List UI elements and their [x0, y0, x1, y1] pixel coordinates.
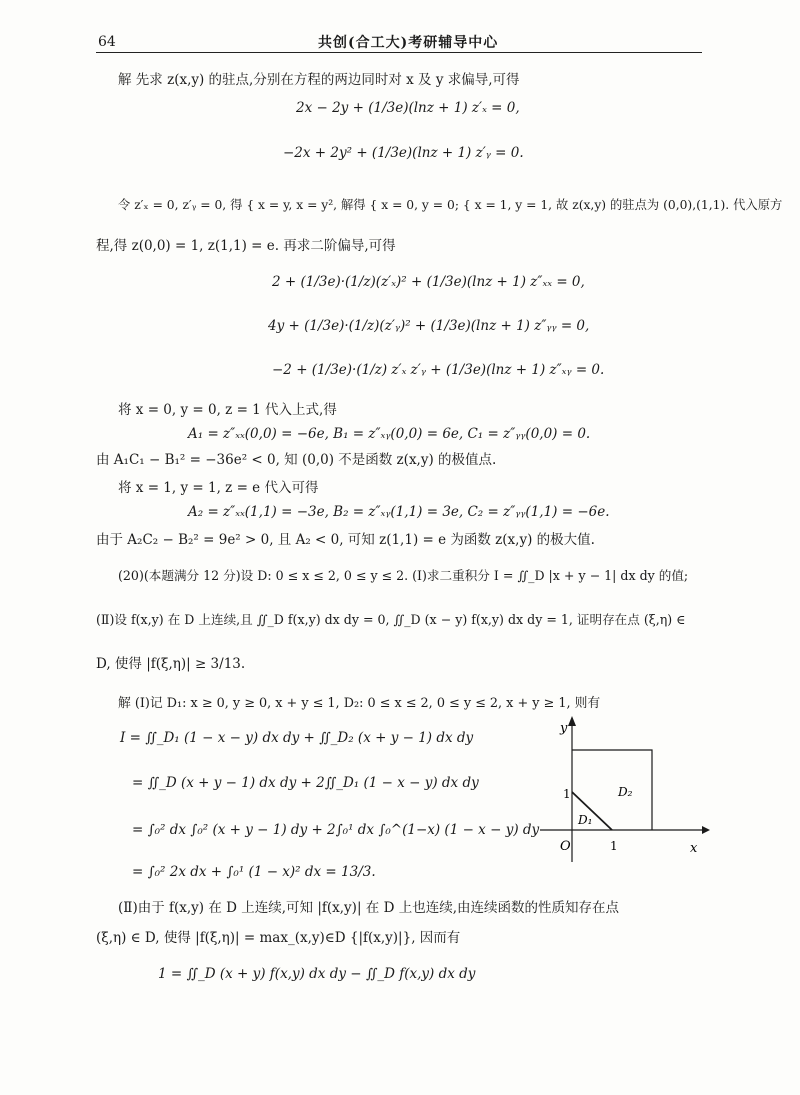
y-axis-label: y	[560, 721, 568, 736]
header-rule	[96, 52, 702, 53]
problem-20-statement: (20)(本题满分 12 分)设 D: 0 ≤ x ≤ 2, 0 ≤ y ≤ 2. (Ⅰ)求二重积分 I = ∬_D |x + y − 1| dx dy 的值;	[118, 568, 689, 583]
substitute-origin-text: 将 x = 0, y = 0, z = 1 代入上式,得	[118, 402, 337, 418]
solution-intro: 解 先求 z(x,y) 的驻点,分别在方程的两边同时对 x 及 y 求偏导,可得	[118, 72, 520, 88]
maximum-conclusion: 由于 A₂C₂ − B₂² = 9e² > 0, 且 A₂ < 0, 可知 z(1,1) = e 为函数 z(x,y) 的极大值.	[96, 532, 595, 548]
stationary-point-text: 令 z′ₓ = 0, z′ᵧ = 0, 得 { x = y, x = y², 解得 { x = 0, y = 0; { x = 1, y = 1, 故 z(x,y) 的驻点为 (0,0),(1,1). 代入原方	[118, 198, 783, 212]
problem-20-part-2-end: D, 使得 |f(ξ,η)| ≥ 3/13.	[96, 656, 246, 672]
substitution-text: 程,得 z(0,0) = 1, z(1,1) = e. 再求二阶偏导,可得	[96, 238, 396, 254]
values-at-origin: A₁ = z″ₓₓ(0,0) = −6e, B₁ = z″ₓᵧ(0,0) = 6e, C₁ = z″ᵧᵧ(0,0) = 0.	[188, 426, 591, 442]
equation-second-yy: 4y + (1/3e)·(1/z)(z′ᵧ)² + (1/3e)(lnz + 1) z″ᵧᵧ = 0,	[268, 318, 590, 334]
integral-result: = ∫₀² 2x dx + ∫₀¹ (1 − x)² dx = 13/3.	[132, 864, 376, 880]
running-header-title: 共创(合工大)考研辅导中心	[318, 35, 499, 51]
integral-step-3: = ∫₀² dx ∫₀² (x + y − 1) dy + 2∫₀¹ dx ∫₀^(1−x) (1 − x − y) dy	[132, 822, 540, 838]
equation-partial-y: −2x + 2y² + (1/3e)(lnz + 1) z′ᵧ = 0.	[283, 145, 524, 161]
y-tick-label: 1	[563, 787, 571, 801]
substitute-point-text: 将 x = 1, y = 1, z = e 代入可得	[118, 480, 319, 496]
region-d1-label: D₁	[578, 813, 593, 827]
region-figure	[530, 712, 720, 862]
equation-partial-x: 2x − 2y + (1/3e)(lnz + 1) z′ₓ = 0,	[296, 100, 520, 116]
integral-step-1: I = ∬_D₁ (1 − x − y) dx dy + ∬_D₂ (x + y − 1) dx dy	[120, 730, 474, 746]
values-at-point: A₂ = z″ₓₓ(1,1) = −3e, B₂ = z″ₓᵧ(1,1) = 3e, C₂ = z″ᵧᵧ(1,1) = −6e.	[188, 504, 610, 520]
origin-label: O	[560, 839, 571, 854]
equation-second-xx: 2 + (1/3e)·(1/z)(z′ₓ)² + (1/3e)(lnz + 1) z″ₓₓ = 0,	[272, 274, 585, 290]
x-axis-label: x	[690, 841, 698, 856]
region-d2-label: D₂	[618, 785, 633, 799]
solution-part-2-equation: 1 = ∬_D (x + y) f(x,y) dx dy − ∬_D f(x,y) dx dy	[158, 966, 476, 982]
x-axis-arrow	[702, 826, 710, 834]
solution-part-2-max: (ξ,η) ∈ D, 使得 |f(ξ,η)| = max_(x,y)∈D {|f(x,y)|}, 因而有	[96, 930, 461, 946]
solution-part-1-intro: 解 (Ⅰ)记 D₁: x ≥ 0, y ≥ 0, x + y ≤ 1, D₂: 0 ≤ x ≤ 2, 0 ≤ y ≤ 2, x + y ≥ 1, 则有	[118, 696, 601, 711]
equation-second-xy: −2 + (1/3e)·(1/z) z′ₓ z′ᵧ + (1/3e)(lnz + 1) z″ₓᵧ = 0.	[272, 362, 605, 378]
integral-step-2: = ∬_D (x + y − 1) dx dy + 2∬_D₁ (1 − x − y) dx dy	[132, 775, 479, 791]
origin-conclusion: 由 A₁C₁ − B₁² = −36e² < 0, 知 (0,0) 不是函数 z(x,y) 的极值点.	[96, 452, 497, 468]
solution-part-2-intro: (Ⅱ)由于 f(x,y) 在 D 上连续,可知 |f(x,y)| 在 D 上也连续,由连续函数的性质知存在点	[118, 900, 619, 916]
y-axis-arrow	[568, 716, 576, 726]
page-number: 64	[98, 34, 116, 50]
problem-20-part-2: (Ⅱ)设 f(x,y) 在 D 上连续,且 ∬_D f(x,y) dx dy = 0, ∬_D (x − y) f(x,y) dx dy = 1, 证明存在点 (ξ,η) ∈	[96, 612, 686, 627]
x-tick-label: 1	[610, 839, 618, 853]
